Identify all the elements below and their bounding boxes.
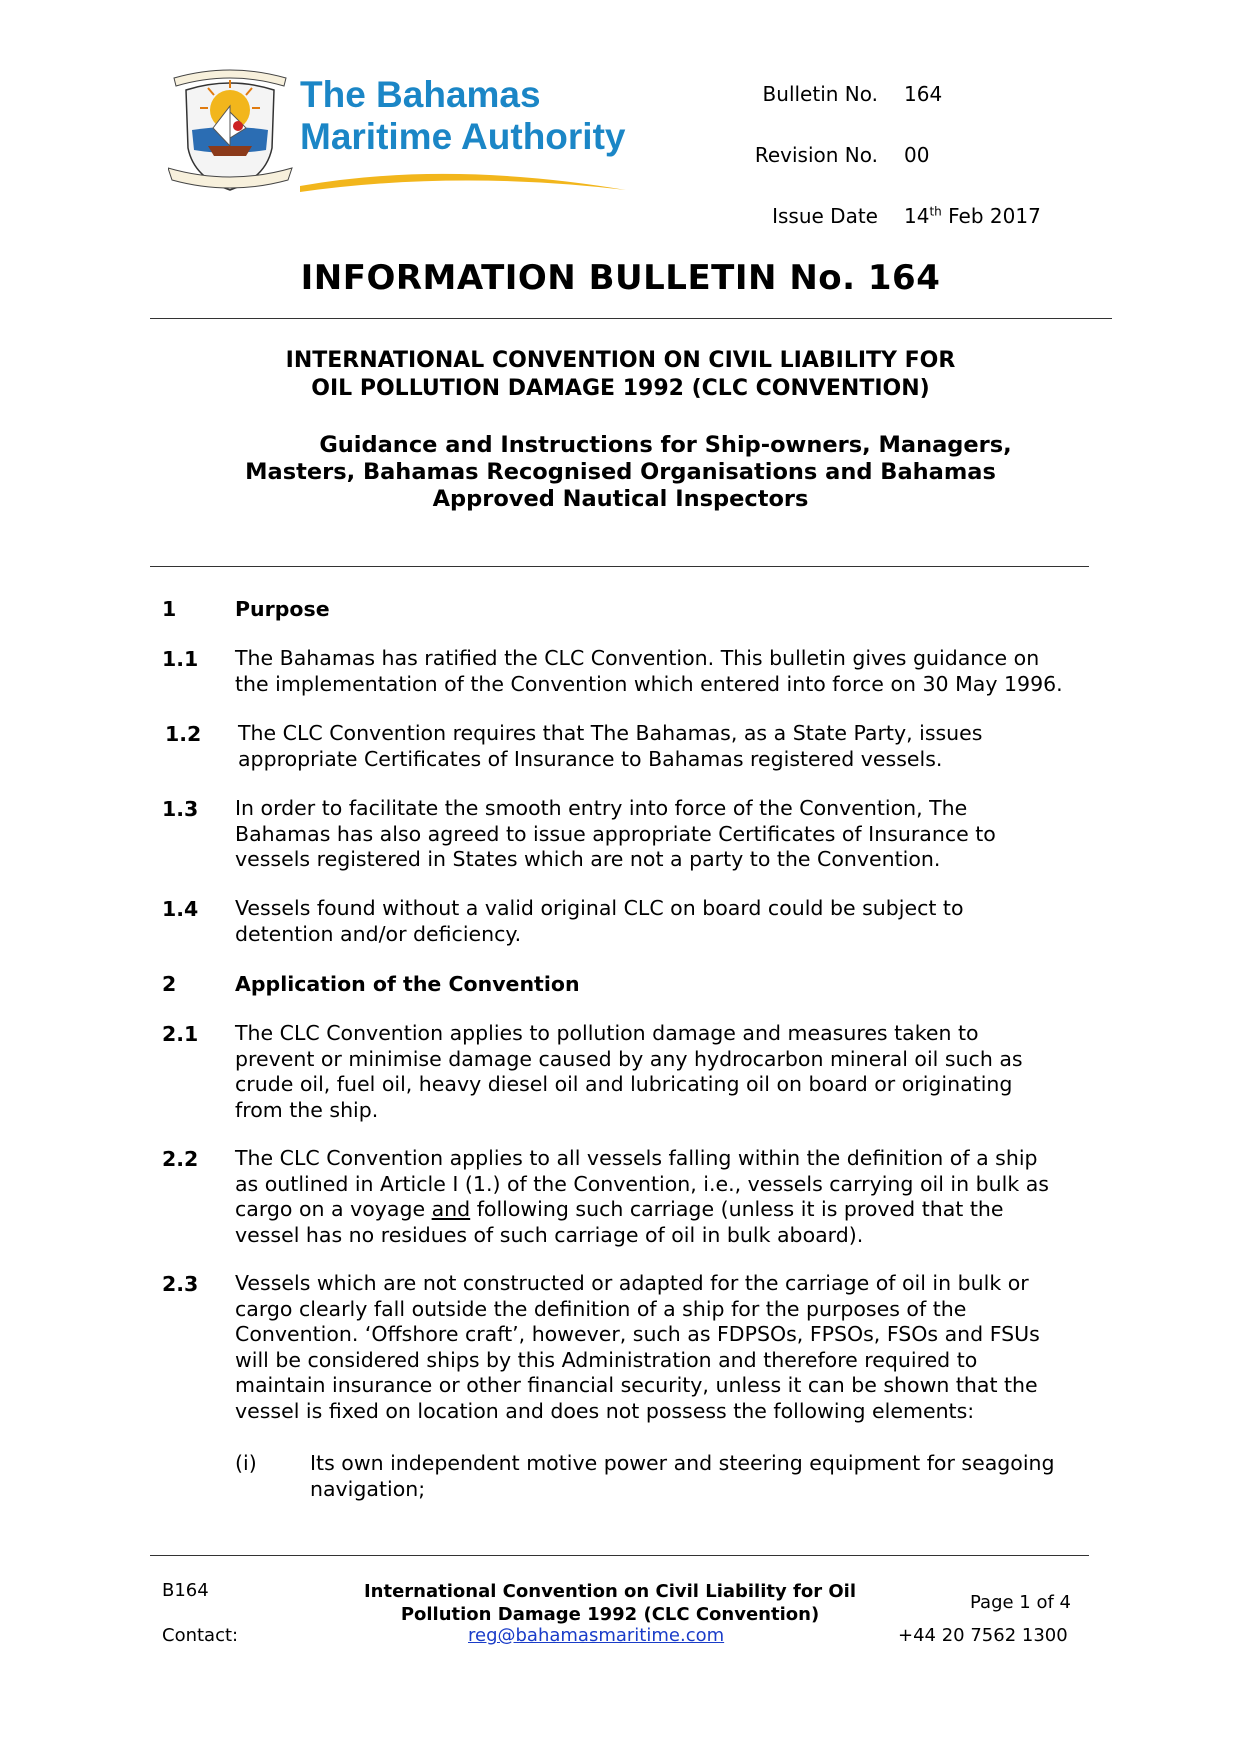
paragraph-number: 1.2 bbox=[165, 722, 202, 746]
revision-label: Revision No. bbox=[754, 143, 878, 167]
crest-icon bbox=[168, 68, 293, 198]
list-item: Its own independent motive power and steering equipment for seagoing navigation; bbox=[310, 1451, 1055, 1501]
issue-date-value: 14th Feb 2017 bbox=[904, 204, 1041, 228]
paragraph-1-2: The CLC Convention requires that The Bahamas, as a State Party, issues appropriate Certificates of Insurance to Bahamas registered vessels. bbox=[238, 721, 983, 771]
logo-text-line2: Maritime Authority bbox=[300, 116, 626, 157]
divider bbox=[150, 318, 1112, 319]
guidance-line1: Guidance and Instructions for Ship-owners, Managers, bbox=[319, 432, 1012, 458]
contact-phone: +44 20 7562 1300 bbox=[898, 1625, 1068, 1646]
list-item-number: (i) bbox=[235, 1451, 257, 1475]
paragraph-number: 2.1 bbox=[162, 1022, 199, 1046]
guidance-line3: Approved Nautical Inspectors bbox=[432, 486, 809, 512]
bma-logo bbox=[168, 68, 628, 203]
section-heading: Application of the Convention bbox=[235, 972, 580, 996]
paragraph-number: 2.3 bbox=[162, 1272, 199, 1296]
convention-title-line1: INTERNATIONAL CONVENTION ON CIVIL LIABILITY FOR bbox=[285, 348, 956, 373]
bulletin-label: Bulletin No. bbox=[762, 82, 878, 106]
logo-text-line1: The Bahamas bbox=[300, 74, 541, 115]
paragraph-number: 1.3 bbox=[162, 797, 199, 821]
contact-label: Contact: bbox=[162, 1625, 239, 1646]
footer-code: B164 bbox=[162, 1580, 209, 1601]
section-number: 1 bbox=[162, 597, 177, 621]
paragraph-2-2: The CLC Convention applies to all vessels falling within the definition of a ship as outlined in Article I (1.) of the Convention, i.e., vessels carrying oil in bulk as cargo on a voyage and following such carriage (unless it is proved that the vessel has no residues of such carriage of oil in bulk aboard). bbox=[235, 1146, 1049, 1247]
paragraph-2-3: Vessels which are not constructed or adapted for the carriage of oil in bulk or cargo clearly fall outside the definition of a ship for the purposes of the Convention. ‘Offshore craft’, however, such as FDPSOs, FPSOs, FSOs and FSUs will be considered ships by this Administration and therefore required to maintain insurance or other financial security, unless it can be shown that the vessel is fixed on location and does not possess the following elements: bbox=[235, 1271, 1040, 1423]
footer-title: International Convention on Civil Liability for Oil Pollution Damage 1992 (CLC Convention) bbox=[363, 1581, 856, 1625]
section-heading: Purpose bbox=[235, 597, 330, 621]
footer-divider bbox=[150, 1555, 1089, 1556]
issue-date-label: Issue Date bbox=[772, 204, 878, 228]
section-number: 2 bbox=[162, 972, 177, 996]
email-link[interactable]: reg@bahamasmaritime.com bbox=[468, 1625, 725, 1646]
bulletin-value: 164 bbox=[904, 82, 943, 106]
page-title: INFORMATION BULLETIN No. 164 bbox=[300, 258, 941, 298]
paragraph-2-1: The CLC Convention applies to pollution damage and measures taken to prevent or minimise damage caused by any hydrocarbon mineral oil such as crude oil, fuel oil, heavy diesel oil and lubricating oil on board or originating from the ship. bbox=[235, 1021, 1023, 1122]
paragraph-number: 2.2 bbox=[162, 1147, 199, 1171]
divider bbox=[150, 566, 1089, 567]
contact-email-link[interactable] bbox=[468, 1625, 724, 1646]
paragraph-1-3: In order to facilitate the smooth entry into force of the Convention, The Bahamas has also agreed to issue appropriate Certificates of Insurance to vessels registered in States which are not a party to the Convention. bbox=[235, 796, 996, 871]
page-number: Page 1 of 4 bbox=[970, 1592, 1071, 1613]
convention-title-line2: OIL POLLUTION DAMAGE 1992 (CLC CONVENTION) bbox=[311, 376, 930, 401]
paragraph-number: 1.4 bbox=[162, 897, 199, 921]
paragraph-1-4: Vessels found without a valid original CLC on board could be subject to detention and/or deficiency. bbox=[235, 896, 964, 946]
guidance-line2: Masters, Bahamas Recognised Organisations and Bahamas bbox=[245, 459, 996, 485]
paragraph-number: 1.1 bbox=[162, 647, 199, 671]
revision-value: 00 bbox=[904, 143, 930, 167]
paragraph-1-1: The Bahamas has ratified the CLC Convention. This bulletin gives guidance on the implementation of the Convention which entered into force on 30 May 1996. bbox=[235, 646, 1063, 696]
logo-swoosh bbox=[296, 160, 636, 200]
